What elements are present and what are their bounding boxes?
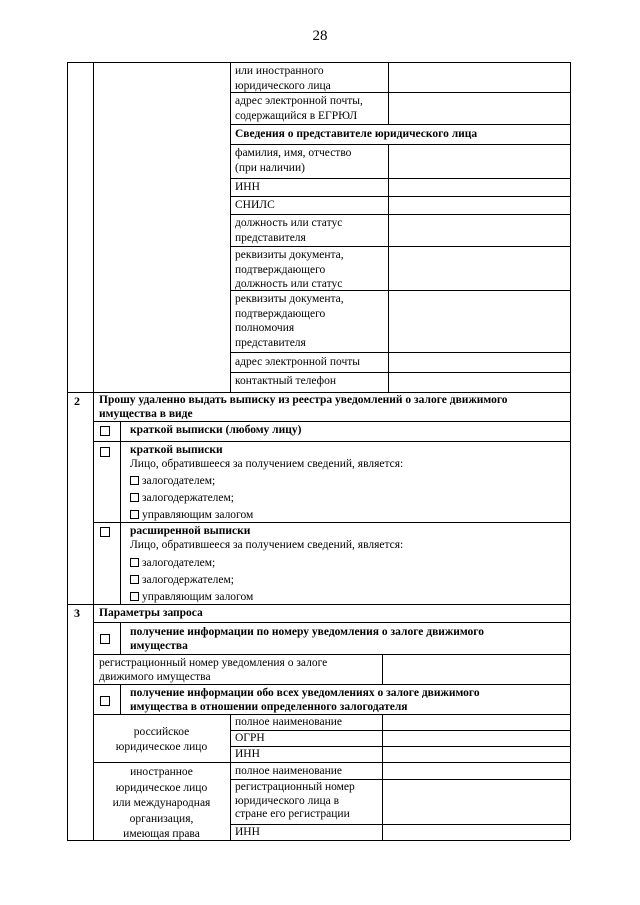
choice-pledgee[interactable] bbox=[130, 573, 234, 588]
table-rule bbox=[230, 178, 570, 179]
entity-type-label: иностранное bbox=[130, 766, 193, 778]
option-label: краткой выписки bbox=[130, 444, 223, 456]
choice-label: залогодателем; bbox=[142, 475, 216, 487]
table-rule bbox=[382, 714, 383, 840]
field-label: реквизиты документа, bbox=[235, 293, 344, 305]
choice-pledgor[interactable] bbox=[130, 474, 215, 489]
table-rule bbox=[67, 604, 570, 605]
entity-type-label: или международная bbox=[112, 797, 211, 809]
choice-label: управляющим залогом bbox=[142, 509, 254, 521]
checkbox-icon[interactable] bbox=[130, 493, 139, 502]
option-label: расширенной выписки bbox=[130, 525, 251, 537]
field-label: юридического лица bbox=[235, 79, 331, 92]
field-label: полномочия bbox=[235, 322, 295, 334]
choice-label: залогодателем; bbox=[142, 557, 216, 569]
table-rule bbox=[230, 144, 570, 145]
entity-type-label: юридическое лицо bbox=[115, 741, 208, 753]
field-label: содержащийся в ЕГРЮЛ bbox=[235, 109, 358, 122]
table-rule bbox=[230, 824, 570, 825]
section-title: Параметры запроса bbox=[99, 607, 203, 619]
option-label: краткой выписки (любому лицу) bbox=[130, 424, 302, 436]
checkbox-icon[interactable] bbox=[130, 476, 139, 485]
field-label: реквизиты документа, bbox=[235, 249, 344, 261]
table-rule bbox=[230, 124, 570, 125]
field-label: регистрационный номер bbox=[235, 781, 355, 793]
field-label: адрес электронной почты bbox=[235, 356, 360, 368]
table-rule bbox=[93, 62, 94, 392]
checkbox-icon[interactable] bbox=[130, 510, 139, 519]
table-rule bbox=[93, 654, 570, 655]
choice-label: залогодержателем; bbox=[142, 574, 234, 586]
option-label: получение информации обо всех уведомлениях о залоге движимого bbox=[130, 687, 480, 699]
field-label: СНИЛС bbox=[235, 199, 275, 211]
section-title: имущества в виде bbox=[99, 408, 193, 420]
field-label: адрес электронной почты, bbox=[235, 95, 363, 107]
checkbox-short[interactable] bbox=[100, 447, 110, 457]
checkbox-by-number[interactable] bbox=[100, 634, 110, 644]
table-rule bbox=[67, 62, 68, 392]
table-rule bbox=[388, 144, 389, 392]
field-label: стране его регистрации bbox=[235, 808, 350, 820]
table-rule bbox=[570, 62, 571, 392]
field-label: полное наименование bbox=[235, 765, 343, 777]
table-rule bbox=[93, 622, 570, 623]
table-rule bbox=[382, 654, 383, 684]
option-label: получение информации по номеру уведомления о залоге движимого bbox=[130, 626, 484, 638]
entity-type-label: юридическое лицо bbox=[115, 781, 208, 794]
field-label: (при наличии) bbox=[235, 161, 305, 174]
entity-type-label: российское bbox=[133, 726, 190, 738]
choice-manager[interactable] bbox=[130, 590, 253, 605]
field-label: юридического лица в bbox=[235, 794, 340, 807]
table-rule bbox=[93, 392, 94, 604]
table-rule bbox=[67, 62, 570, 63]
choice-label: залогодержателем; bbox=[142, 492, 234, 504]
choice-label: управляющим залогом bbox=[142, 591, 254, 603]
table-rule bbox=[230, 352, 570, 353]
field-label: ИНН bbox=[235, 181, 260, 193]
table-rule bbox=[570, 604, 571, 840]
table-rule bbox=[93, 684, 570, 685]
table-rule bbox=[230, 372, 570, 373]
table-rule bbox=[388, 62, 389, 124]
field-label: подтверждающего bbox=[235, 263, 326, 276]
table-rule bbox=[93, 762, 570, 763]
field-label: ИНН bbox=[235, 826, 260, 838]
table-rule bbox=[230, 214, 570, 215]
option-label: имущества в отношении определенного залогодателя bbox=[130, 701, 408, 713]
field-label: подтверждающего bbox=[235, 307, 326, 320]
table-rule bbox=[230, 196, 570, 197]
table-rule bbox=[67, 840, 570, 841]
field-label: представителя bbox=[235, 231, 306, 244]
choice-pledgor[interactable] bbox=[130, 556, 215, 571]
section-number: 2 bbox=[74, 394, 80, 408]
section-title: Прошу удаленно выдать выписку из реестра уведомлений о залоге движимого bbox=[99, 394, 508, 406]
checkbox-short-any[interactable] bbox=[100, 426, 110, 436]
table-rule bbox=[570, 392, 571, 604]
field-label: представителя bbox=[235, 336, 306, 349]
checkbox-icon[interactable] bbox=[130, 575, 139, 584]
checkbox-column-rule bbox=[120, 421, 121, 604]
field-label: ИНН bbox=[235, 748, 260, 760]
option-subtitle: Лицо, обратившееся за получением сведений, является: bbox=[130, 458, 404, 470]
checkbox-by-pledgor[interactable] bbox=[100, 696, 110, 706]
checkbox-extended[interactable] bbox=[100, 527, 110, 537]
checkbox-column-rule bbox=[120, 684, 121, 714]
table-rule bbox=[230, 746, 570, 747]
field-label: должность или статус bbox=[235, 217, 343, 229]
choice-manager[interactable] bbox=[130, 508, 253, 523]
checkbox-icon[interactable] bbox=[130, 558, 139, 567]
field-label: должность или статус bbox=[235, 278, 343, 290]
table-rule bbox=[93, 441, 570, 442]
section-number: 3 bbox=[74, 606, 80, 620]
field-label: или иностранного bbox=[235, 65, 324, 77]
option-subtitle: Лицо, обратившееся за получением сведений, является: bbox=[130, 539, 404, 551]
field-label: ОГРН bbox=[235, 732, 265, 744]
field-label: контактный телефон bbox=[235, 375, 337, 387]
entity-type-label: имеющая права bbox=[123, 828, 200, 840]
table-rule bbox=[93, 522, 570, 523]
field-label: регистрационный номер уведомления о залоге bbox=[99, 657, 328, 669]
checkbox-icon[interactable] bbox=[130, 592, 139, 601]
entity-type-label: организация, bbox=[129, 812, 194, 825]
table-rule bbox=[230, 246, 570, 247]
table-rule bbox=[93, 604, 94, 840]
field-label: фамилия, имя, отчество bbox=[235, 147, 352, 159]
page-number: 28 bbox=[312, 28, 328, 44]
table-rule bbox=[93, 421, 570, 422]
field-label: движимого имущества bbox=[99, 671, 211, 683]
option-label: имущества bbox=[130, 640, 188, 652]
field-label: полное наименование bbox=[235, 716, 343, 728]
table-rule bbox=[67, 604, 68, 840]
section-subheader: Сведения о представителе юридического лица bbox=[235, 128, 478, 140]
table-rule bbox=[230, 714, 231, 840]
choice-pledgee[interactable] bbox=[130, 491, 234, 506]
table-rule bbox=[230, 730, 570, 731]
checkbox-column-rule bbox=[120, 622, 121, 654]
table-rule bbox=[230, 62, 231, 392]
table-rule bbox=[67, 392, 68, 604]
